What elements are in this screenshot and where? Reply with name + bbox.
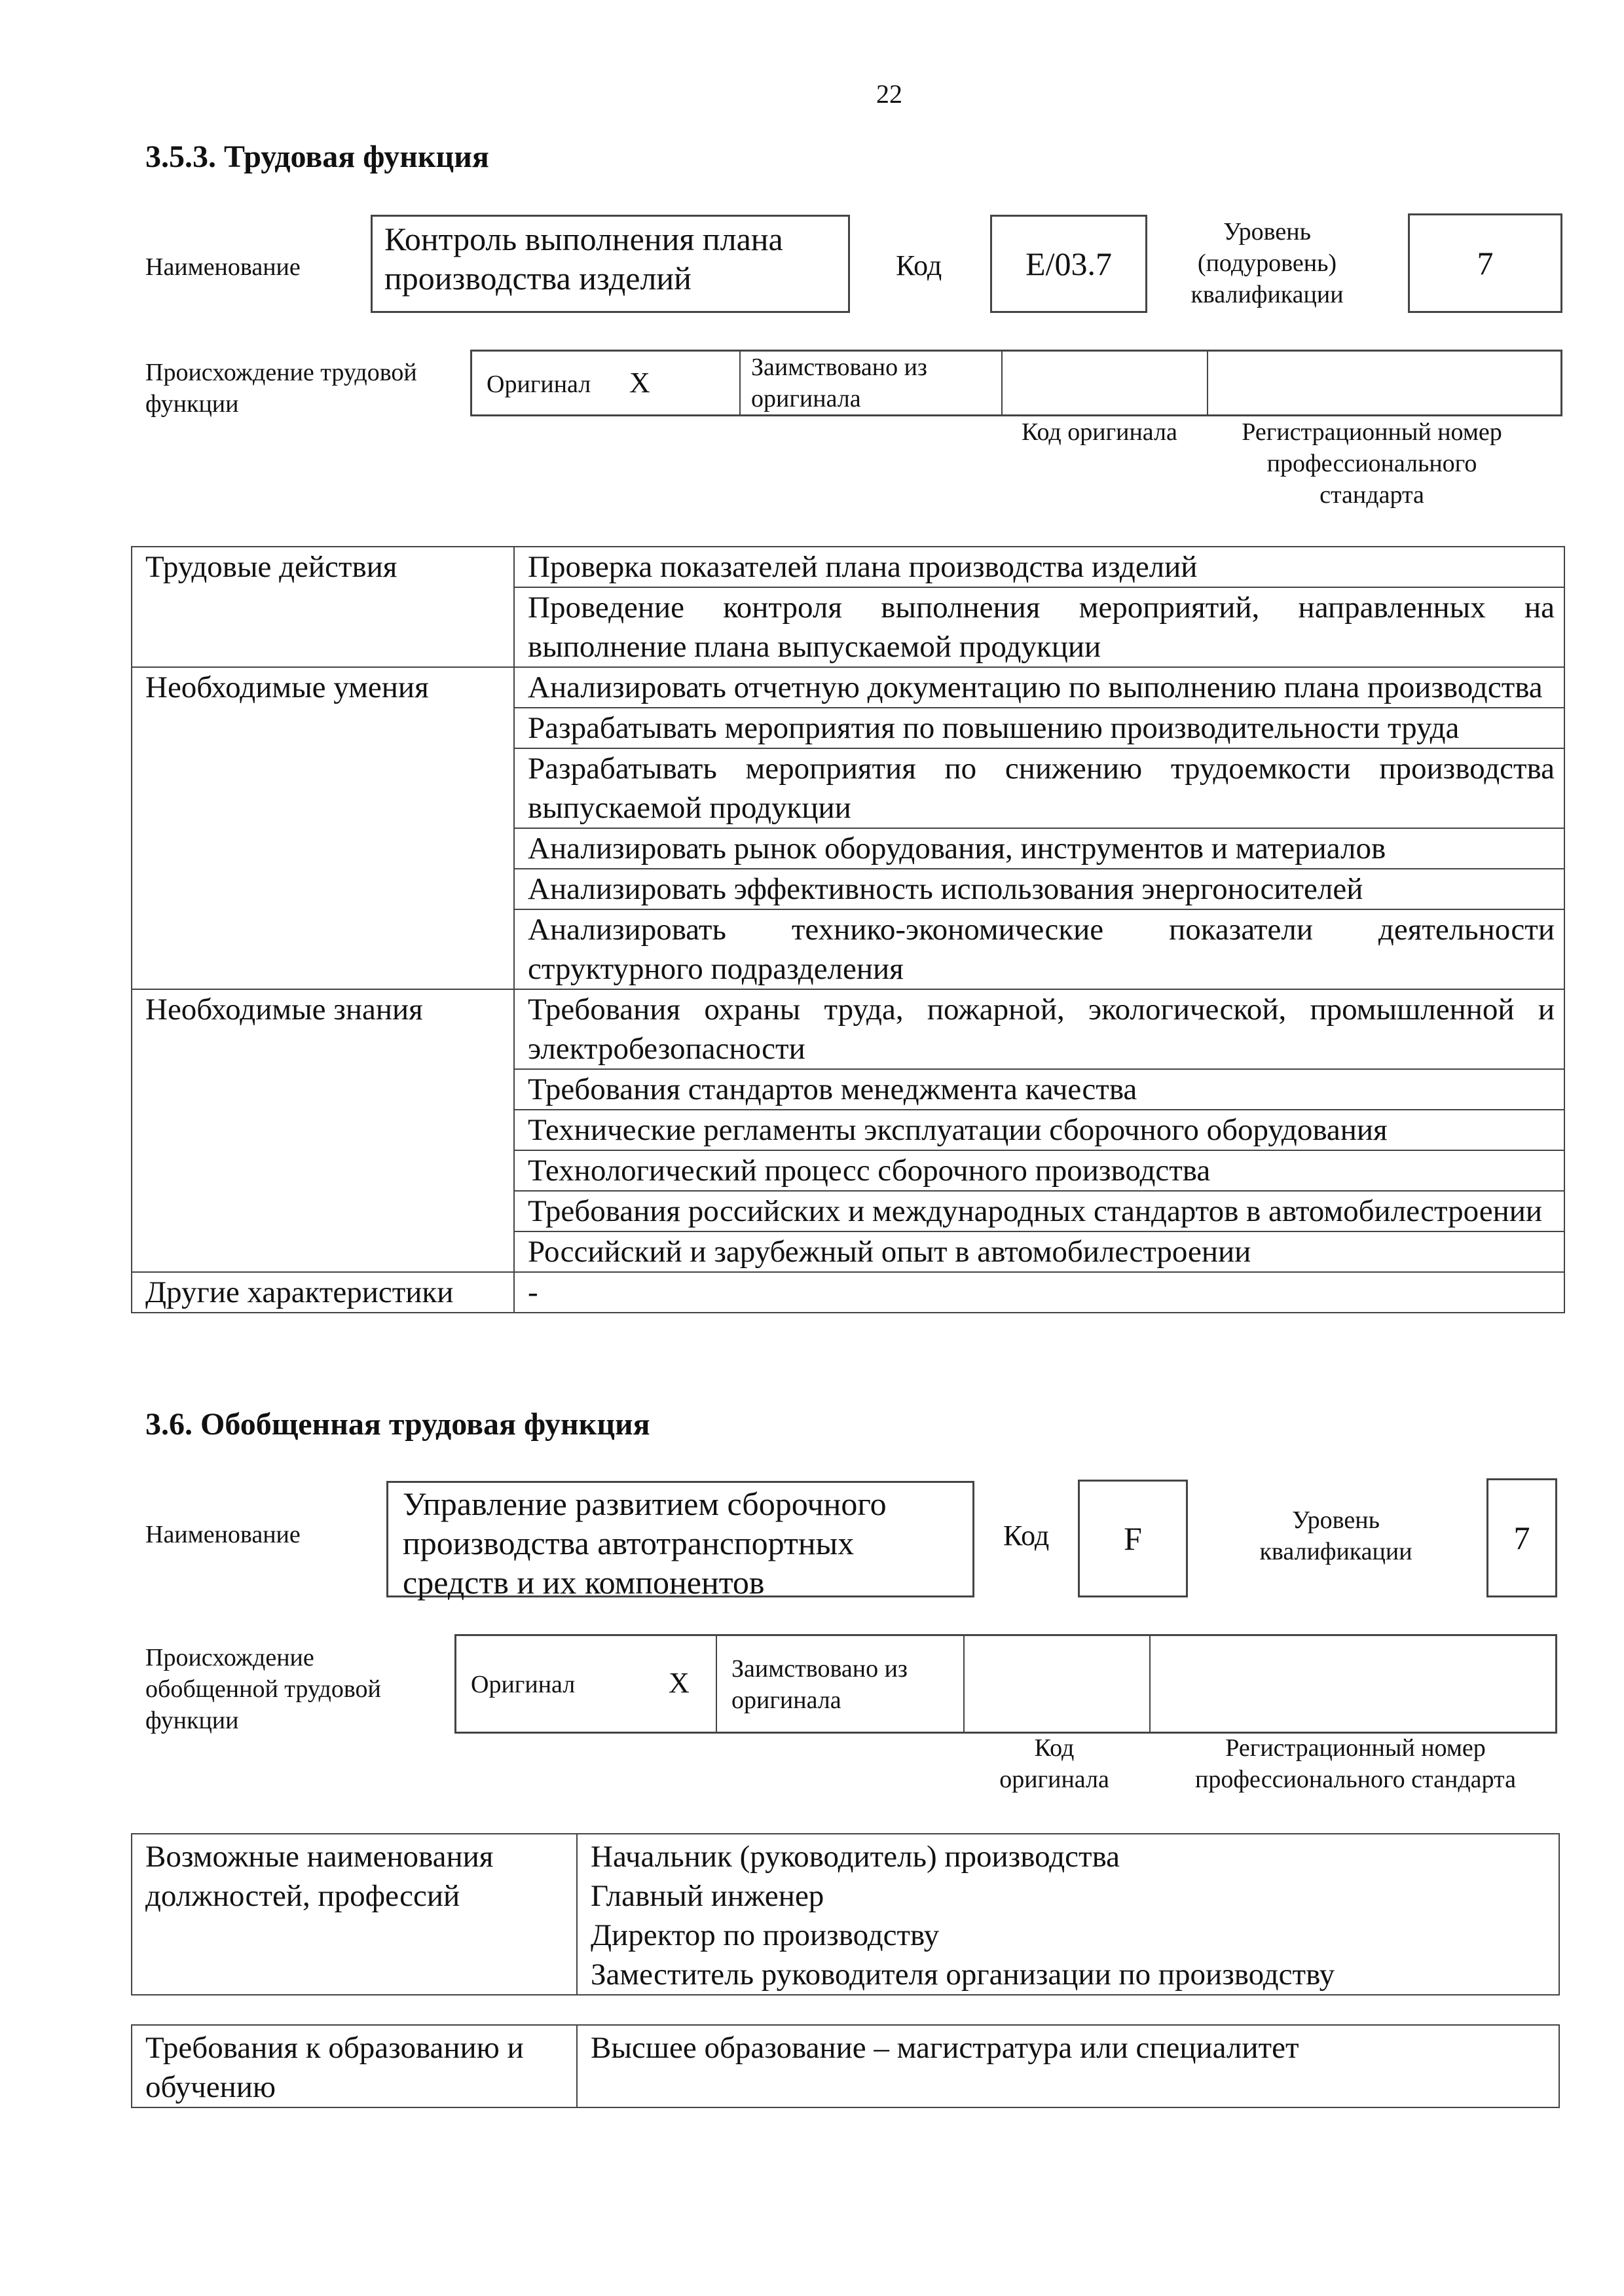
origin-strip-36 <box>454 1634 1557 1734</box>
divider <box>739 352 741 414</box>
table-cell: Анализировать эффективность использования энергоносителей <box>514 869 1564 909</box>
table-cell: Требования российских и международных стандартов в автомобилестроении <box>514 1191 1564 1231</box>
positions-list <box>577 1834 1559 1995</box>
orig-code-caption-36: Код оригинала <box>999 1734 1109 1793</box>
row-label: Необходимые умения <box>132 667 514 989</box>
level-value-36: 7 <box>1513 1520 1530 1556</box>
table-row <box>132 667 1564 708</box>
table-cell: - <box>514 1272 1564 1313</box>
table-cell: Технические регламенты эксплуатации сборочного оборудования <box>514 1110 1564 1150</box>
divider <box>1001 352 1003 414</box>
positions-table <box>131 1833 1560 1995</box>
code-value-box-353 <box>990 215 1147 313</box>
origin-label-36: Происхождение обобщенной трудовой функции <box>145 1644 381 1734</box>
divider <box>716 1636 717 1732</box>
original-mark-353: X <box>629 367 650 399</box>
original-label-36: Оригинал <box>471 1671 576 1698</box>
code-value-353: E/03.7 <box>1025 246 1112 282</box>
table-cell: Проведение контроля выполнения мероприятий, направленных на выполнение плана выпускаемой продукции <box>514 587 1564 667</box>
origin-label-353: Происхождение трудовой функции <box>145 359 417 418</box>
borrowed-label-36: Заимствовано из оригинала <box>731 1655 908 1714</box>
list-item: Заместитель руководителя организации по производству <box>591 1958 1335 1992</box>
positions-label: Возможные наименования должностей, профессий <box>132 1834 577 1995</box>
level-label-36: Уровень квалификации <box>1259 1506 1412 1565</box>
reg-number-caption-36: Регистрационный номер профессионального стандарта <box>1195 1734 1516 1793</box>
table-row <box>132 989 1564 1069</box>
level-value-353: 7 <box>1477 245 1494 282</box>
table-cell: Разрабатывать мероприятия по снижению трудоемкости производства выпускаемой продукции <box>514 748 1564 828</box>
education-table <box>131 2024 1560 2108</box>
divider <box>963 1636 965 1732</box>
divider <box>1207 352 1208 414</box>
education-label: Требования к образованию и обучению <box>132 2025 577 2107</box>
table-cell: Разрабатывать мероприятия по повышению производительности труда <box>514 708 1564 748</box>
table-cell: Российский и зарубежный опыт в автомобилестроении <box>514 1231 1564 1272</box>
table-row <box>132 2025 1559 2107</box>
table-cell: Требования охраны труда, пожарной, экологической, промышленной и электробезопасности <box>514 989 1564 1069</box>
table-row <box>132 547 1564 587</box>
list-item: Начальник (руководитель) производства <box>591 1840 1120 1874</box>
section-heading-36: 3.6. Обобщенная трудовая функция <box>145 1407 650 1442</box>
divider <box>1149 1636 1151 1732</box>
name-value-box-36 <box>386 1481 974 1601</box>
name-label-353: Наименование <box>145 253 301 281</box>
table-cell: Проверка показателей плана производства изделий <box>514 547 1564 587</box>
original-label-353: Оригинал <box>487 371 591 398</box>
name-value-box-353 <box>371 215 850 313</box>
table-cell: Анализировать технико-экономические показатели деятельности структурного подразделения <box>514 909 1564 989</box>
table-cell: Анализировать рынок оборудования, инструментов и материалов <box>514 828 1564 869</box>
table-row <box>132 1834 1559 1995</box>
section-heading-353: 3.5.3. Трудовая функция <box>145 139 489 174</box>
name-value-36: Управление развитием сборочного производства автотранспортных средств и их компонентов <box>403 1485 887 1601</box>
level-value-box-353 <box>1408 213 1562 313</box>
table-cell: Анализировать отчетную документацию по выполнению плана производства <box>514 667 1564 708</box>
row-label: Трудовые действия <box>132 547 514 667</box>
table-row <box>132 1272 1564 1313</box>
education-value: Высшее образование – магистратура или специалитет <box>577 2025 1559 2107</box>
name-label-36: Наименование <box>145 1521 301 1548</box>
table-cell: Технологический процесс сборочного производства <box>514 1150 1564 1191</box>
page-number: 22 <box>876 79 902 109</box>
name-value-353: Контроль выполнения плана производства изделий <box>384 221 783 297</box>
orig-code-caption-353: Код оригинала <box>1022 418 1177 446</box>
level-label-353: Уровень (подуровень) квалификации <box>1190 218 1344 308</box>
list-item: Главный инженер <box>591 1879 824 1913</box>
original-mark-36: X <box>669 1667 690 1699</box>
function-table-353 <box>131 546 1565 1313</box>
code-value-36: F <box>1124 1520 1142 1557</box>
code-value-box-36 <box>1078 1480 1188 1597</box>
reg-number-caption-353: Регистрационный номер профессионального стандарта <box>1242 418 1502 509</box>
row-label: Необходимые знания <box>132 989 514 1272</box>
list-item: Директор по производству <box>591 1918 940 1952</box>
row-label: Другие характеристики <box>132 1272 514 1313</box>
table-cell: Требования стандартов менеджмента качества <box>514 1069 1564 1110</box>
code-label-353: Код <box>896 249 942 282</box>
code-label-36: Код <box>1003 1520 1050 1552</box>
borrowed-label-353: Заимствовано из оригинала <box>751 354 927 412</box>
origin-strip-353 <box>470 350 1562 416</box>
level-value-box-36 <box>1486 1478 1557 1597</box>
